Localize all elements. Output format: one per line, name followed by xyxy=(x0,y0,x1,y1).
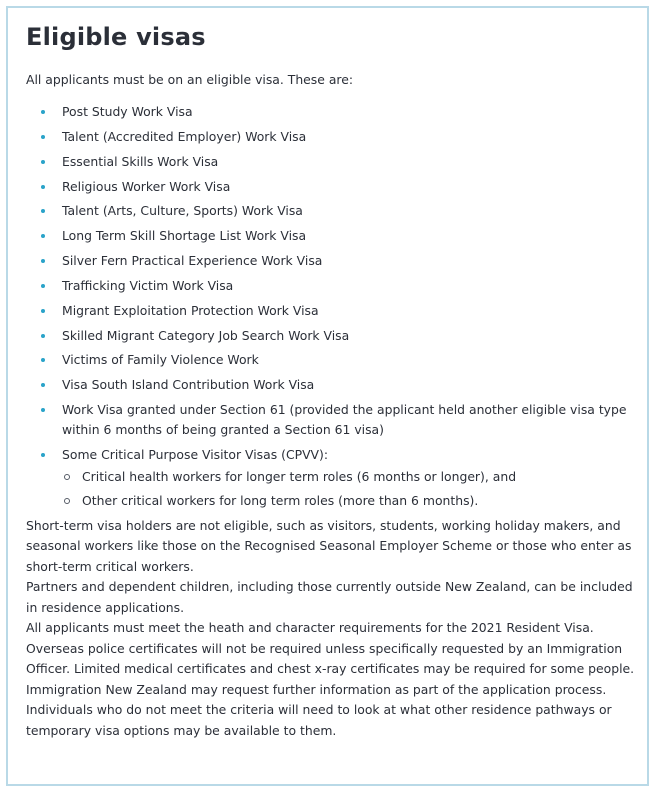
partners-paragraph: Partners and dependent children, including those currently outside New Zealand, can be included in residence applications. xyxy=(26,579,633,615)
list-item xyxy=(26,276,641,296)
intro-text: All applicants must be on an eligible visa. These are: xyxy=(26,72,354,87)
circle-bullet-icon xyxy=(64,498,70,504)
bullet-icon xyxy=(41,135,45,139)
list-item xyxy=(26,400,641,440)
visa-label: Essential Skills Work Visa xyxy=(62,153,219,169)
bullet-icon xyxy=(41,334,45,338)
bullet-icon xyxy=(41,209,45,213)
bullet-icon xyxy=(41,453,45,457)
card-content xyxy=(26,22,641,741)
visa-label: Migrant Exploitation Protection Work Visa xyxy=(62,302,319,318)
other-pathways-paragraph: Individuals who do not meet the criteria will need to look at what other residence pathways or temporary visa options may be available to them. xyxy=(26,702,612,738)
list-item xyxy=(26,102,641,122)
short-term-paragraph: Short-term visa holders are not eligible, such as visitors, students, working holiday makers, and seasonal workers like those on the Recognised Seasonal Employer Scheme or those who enter as short-term critical workers. xyxy=(26,517,632,574)
list-item xyxy=(26,326,641,346)
bullet-icon xyxy=(41,284,45,288)
bullet-icon xyxy=(41,234,45,238)
visa-label: Trafficking Victim Work Visa xyxy=(62,277,234,293)
bullet-icon xyxy=(41,110,45,114)
bullet-icon xyxy=(41,185,45,189)
circle-bullet-icon xyxy=(64,474,70,480)
list-item xyxy=(26,445,641,511)
visa-label: Talent (Accredited Employer) Work Visa xyxy=(62,128,307,144)
list-item xyxy=(26,127,641,147)
list-item xyxy=(26,226,641,246)
bullet-icon xyxy=(41,259,45,263)
visa-label: Skilled Migrant Category Job Search Work Visa xyxy=(62,327,350,343)
visa-label: Work Visa granted under Section 61 (provided the applicant held another eligible visa type within 6 months of being granted a Section 61 visa) xyxy=(62,402,627,438)
visa-label: Silver Fern Practical Experience Work Visa xyxy=(62,253,323,269)
list-item xyxy=(26,350,641,370)
visa-label: Post Study Work Visa xyxy=(62,104,193,119)
visa-label: Talent (Arts, Culture, Sports) Work Visa xyxy=(62,203,303,219)
visa-label: Victims of Family Violence Work xyxy=(62,352,259,368)
bullet-icon xyxy=(41,383,45,387)
list-item xyxy=(26,301,641,321)
visa-label: Some Critical Purpose Visitor Visas (CPVV): xyxy=(62,446,329,462)
bullet-icon xyxy=(41,408,45,412)
cpvv-sublist xyxy=(62,467,641,511)
list-item xyxy=(26,375,641,395)
eligible-visas-card xyxy=(6,6,649,786)
eligible-visa-list xyxy=(26,102,641,511)
list-item xyxy=(26,177,641,197)
list-item xyxy=(26,201,641,221)
sub-item-label: Critical health workers for longer term roles (6 months or longer), and xyxy=(82,468,517,484)
bullet-icon xyxy=(41,358,45,362)
requirements-paragraph: All applicants must meet the heath and character requirements for the 2021 Resident Visa. Overseas police certificates will not be required unless specifically requested by an Immigration Officer. Limited medical certificates and chest x-ray certificates may be required for some people. Immigration New Zealand may request further information as part of the application process. xyxy=(26,620,635,697)
bullet-icon xyxy=(41,160,45,164)
visa-label: Visa South Island Contribution Work Visa xyxy=(62,377,315,393)
sub-list-item xyxy=(62,467,641,487)
bullet-icon xyxy=(41,309,45,313)
visa-label: Religious Worker Work Visa xyxy=(62,178,231,194)
list-item xyxy=(26,152,641,172)
page-title: Eligible visas xyxy=(26,23,206,51)
sub-list-item xyxy=(62,491,641,511)
sub-item-label: Other critical workers for long term roles (more than 6 months). xyxy=(82,492,479,508)
list-item xyxy=(26,251,641,271)
visa-label: Long Term Skill Shortage List Work Visa xyxy=(62,228,307,244)
